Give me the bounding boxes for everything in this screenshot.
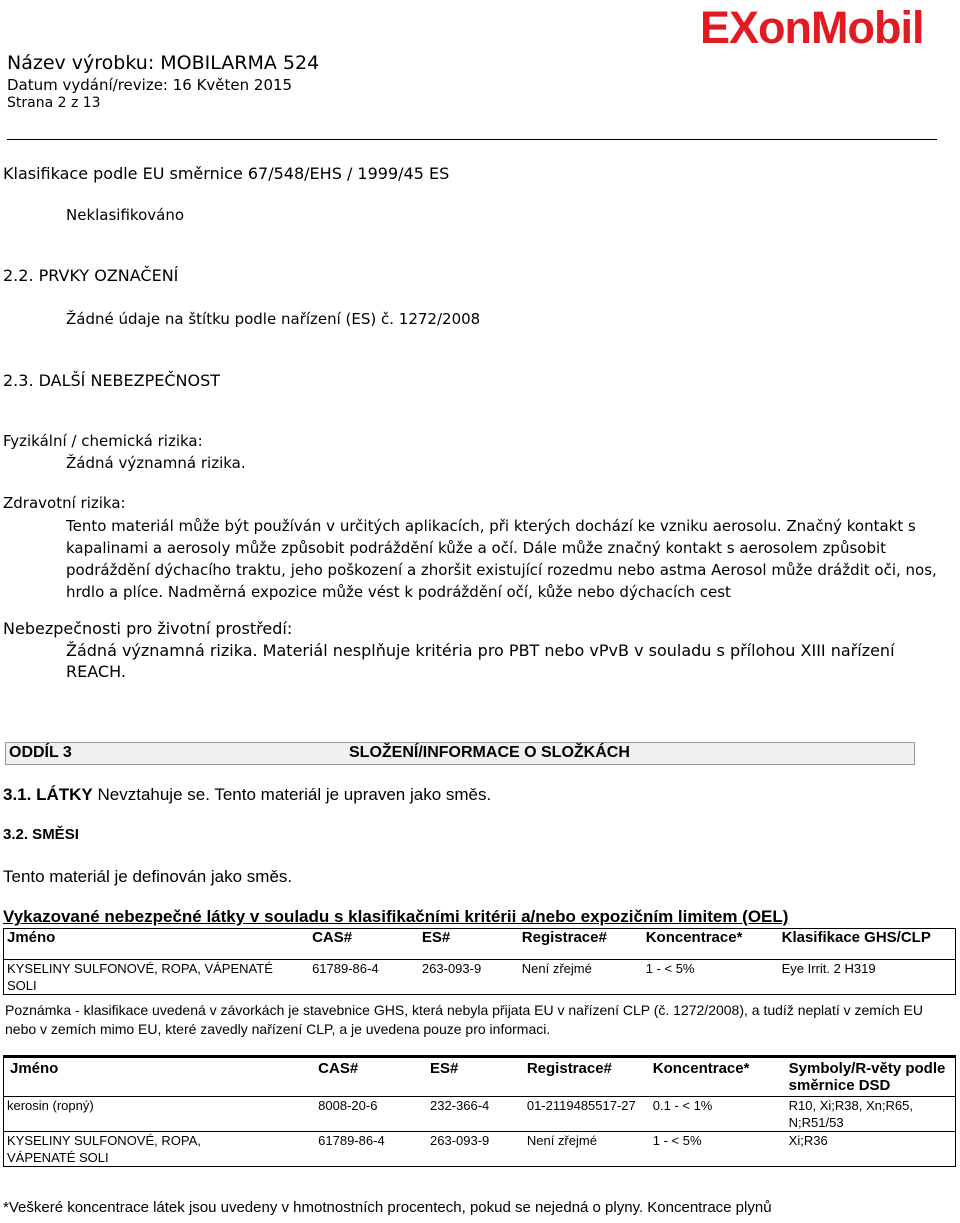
col-es: ES# bbox=[430, 1060, 459, 1077]
table-header-row bbox=[4, 929, 956, 960]
col-registration: Registrace# bbox=[526, 1060, 612, 1077]
col-symbols: Symboly/R-věty podle směrnice DSD bbox=[788, 1060, 946, 1094]
eu-classification-value: Neklasifikováno bbox=[66, 206, 185, 224]
substances-label: 3.1. LÁTKY bbox=[3, 785, 93, 804]
label-elements-text: Žádné údaje na štítku podle nařízení (ES) č. 1272/2008 bbox=[66, 310, 481, 328]
col-es: ES# bbox=[421, 929, 451, 946]
substances-row bbox=[3, 785, 491, 805]
section-title: SLOŽENÍ/INFORMACE O SLOŽKÁCH bbox=[349, 744, 630, 761]
table-row: KYSELINY SULFONOVÉ, ROPA, VÁPENATÉ SOLI 61789-86-4 263-093-9 Není zřejmé 1 - < 5% Xi;R36 bbox=[4, 1132, 956, 1167]
substances-text: Nevztahuje se. Tento materiál je upraven jako směs. bbox=[97, 785, 492, 804]
col-classification: Klasifikace GHS/CLP bbox=[781, 929, 931, 946]
reportable-substances-title: Vykazované nebezpečné látky v souladu s klasifikačními kritérii a/nebo expozičním limitem (OEL) bbox=[3, 907, 789, 926]
footnote: *Veškeré koncentrace látek jsou uvedeny v hmotnostních procentech, pokud se nejedná o plyny. Koncentrace plynů bbox=[3, 1199, 772, 1216]
issue-date: Datum vydání/revize: 16 Květen 2015 bbox=[7, 76, 293, 94]
mixtures-label: 3.2. SMĚSI bbox=[3, 826, 79, 843]
col-concentration: Koncentrace* bbox=[645, 929, 743, 946]
col-cas: CAS# bbox=[312, 929, 353, 946]
page-number: Strana 2 z 13 bbox=[7, 95, 101, 111]
health-hazards-text: Tento materiál může být používán v určitých aplikacích, při kterých dochází ke vzniku aerosolu. Značný kontakt s kapalinami a aerosoly může způsobit podráždění kůže a očí. Dále může značný kontakt s aerosolem způsobit podráždění dýchacího traktu, jeho poškození a zhoršit existující rozedmu nebo astma Aerosol může dráždit oči, nos, hrdlo a plíce. Nadměrná expozice může vést k podráždění očí, kůže nebo dýchacích cest bbox=[66, 517, 937, 601]
environmental-hazards-label: Nebezpečnosti pro životní prostředí: bbox=[3, 619, 293, 638]
physical-hazards-label: Fyzikální / chemická rizika: bbox=[3, 432, 203, 450]
ghs-classification-table bbox=[3, 928, 956, 995]
table-row: KYSELINY SULFONOVÉ, ROPA, VÁPENATÉ SOLI 61789-86-4 263-093-9 Není zřejmé 1 - < 5% Eye Irrit. 2 H319 bbox=[7, 961, 876, 993]
product-name: Název výrobku: MOBILARMA 524 bbox=[7, 52, 320, 74]
exxonmobil-logo: EX onMobil bbox=[700, 2, 924, 53]
section-3-header bbox=[5, 742, 915, 765]
section-number: ODDÍL 3 bbox=[9, 744, 72, 761]
health-hazards-label: Zdravotní rizika: bbox=[3, 494, 126, 512]
environmental-hazards-text: Žádná významná rizika. Materiál nesplňuje kritéria pro PBT nebo vPvB v souladu s přílohou XIII nařízení REACH. bbox=[66, 641, 895, 681]
col-name: Jméno bbox=[7, 929, 56, 946]
table-row: kerosin (ropný) 8008-20-6 232-366-4 01-2119485517-27 0.1 - < 1% R10, Xi;R38, Xn;R65, N;R51/53 bbox=[4, 1097, 956, 1132]
col-registration: Registrace# bbox=[521, 929, 607, 946]
table-header-row bbox=[4, 1057, 956, 1097]
header-divider bbox=[7, 139, 937, 140]
physical-hazards-text: Žádná významná rizika. bbox=[66, 454, 246, 472]
dsd-classification-table bbox=[3, 1055, 956, 1167]
col-concentration: Koncentrace* bbox=[652, 1060, 750, 1077]
other-hazards-title: 2.3. DALŠÍ NEBEZPEČNOST bbox=[3, 371, 221, 390]
ghs-note: Poznámka - klasifikace uvedená v závorkách je stavebnice GHS, která nebyla přijata EU v nařízení CLP (č. 1272/2008), a tudíž neplatí v zemích EU nebo v zemích mimo EU, které zavedly nařízení CLP, a je uvedena pouze pro informaci. bbox=[5, 1002, 923, 1037]
col-cas: CAS# bbox=[318, 1060, 359, 1077]
eu-classification-title: Klasifikace podle EU směrnice 67/548/EHS / 1999/45 ES bbox=[3, 164, 450, 183]
mixtures-text: Tento materiál je definován jako směs. bbox=[3, 867, 293, 886]
label-elements-title: 2.2. PRVKY OZNAČENÍ bbox=[3, 266, 179, 285]
col-name: Jméno bbox=[10, 1060, 59, 1077]
